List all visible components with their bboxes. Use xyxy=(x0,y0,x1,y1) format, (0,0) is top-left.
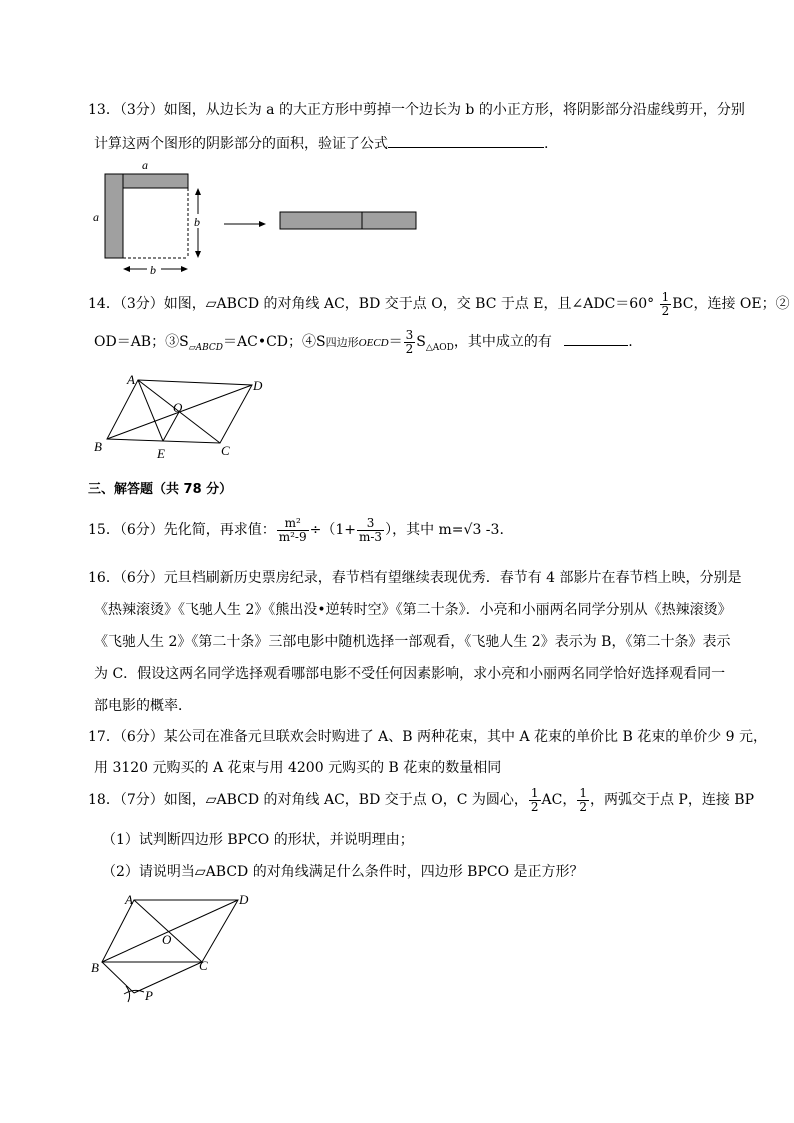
q14-l2-g: ，其中成立的有 xyxy=(453,334,552,350)
q14-fraction-half xyxy=(660,291,672,318)
q18-label-d: D xyxy=(239,892,249,907)
q14-l2-f: S xyxy=(416,334,426,350)
q13-label-a-top: a xyxy=(142,158,148,172)
q15-fraction-1 xyxy=(277,517,309,544)
q13-line-1: 13．（3分）如图，从边长为 a 的大正方形中剪掉一个边长为 b 的小正方形，将阴影部分沿虚线剪开，分别 xyxy=(88,102,745,118)
q16-line-1: 16．（6分）元旦档刷新历史票房纪录，春节档有望继续表现优秀．春节有 4 部影片在春节档上映，分别是 xyxy=(88,570,742,586)
q14-frac2-num: 3 xyxy=(405,327,414,342)
q18-diagonal-bd xyxy=(102,900,238,962)
q13-label-b-bottom: b xyxy=(150,263,156,277)
q14-label-o: O xyxy=(173,400,183,415)
q18-f2-num: 1 xyxy=(579,785,587,800)
q18-label-a: A xyxy=(125,892,133,907)
q14-frac2-den: 2 xyxy=(405,341,414,356)
q13-figure xyxy=(86,155,426,280)
q15-line xyxy=(88,510,504,550)
q18-sub-1: （1）试判断四边形 BPCO 的形状，并说明理由； xyxy=(102,832,414,848)
q13-left-strip xyxy=(105,174,123,258)
q18-fraction-2 xyxy=(577,787,589,814)
q18-line-bp xyxy=(102,962,134,993)
q13-label-b-right: b xyxy=(194,215,200,229)
q18-diagonal-ac xyxy=(134,900,202,962)
q15-f2-num: 3 xyxy=(357,517,384,531)
q18-f1-num: 1 xyxy=(530,785,539,800)
q18-text-3: ，两弧交于点 P，连接 BP xyxy=(589,792,754,808)
q18-line-1 xyxy=(88,785,754,815)
q18-fraction-1 xyxy=(529,787,541,814)
q18-arc-2 xyxy=(124,990,144,994)
q14-period: . xyxy=(628,334,633,350)
q15-f1-num: m² xyxy=(277,517,309,531)
q14-figure xyxy=(90,368,270,460)
q14-text-2: BC，连接 OE；② xyxy=(672,296,790,312)
q14-l2-sub: ▱ABCD xyxy=(188,342,224,353)
q14-l2-d: OECD xyxy=(358,337,389,349)
q16-line-4: 为 C．假设这两名同学选择观看哪部电影不受任何因素影响，求小亮和小丽两名同学恰好选择观看同一 xyxy=(94,666,726,682)
q13-period: . xyxy=(544,136,549,152)
q14-l2-b: ＝AC•CD；④S xyxy=(223,334,326,350)
q14-label-d: D xyxy=(253,378,263,393)
q16-line-2: 《热辣滚烫》《飞驰人生 2》《熊出没•逆转时空》《第二十条》．小亮和小丽两名同学分别从《热辣滚烫》 xyxy=(94,602,732,618)
q14-text-1: 14．（3分）如图，▱ABCD 的对角线 AC，BD 交于点 O，交 BC 于点 E，且∠ADC＝60° xyxy=(88,296,655,312)
q18-label-o: O xyxy=(162,932,172,947)
q18-text-2: AC， xyxy=(541,792,577,808)
q15-f2-den: m-3 xyxy=(359,529,383,544)
q18-f2-den: 2 xyxy=(579,799,587,814)
q17-line-2: 用 3120 元购买的 A 花束与用 4200 元购买的 B 花束的数量相同 xyxy=(94,760,502,776)
q15-text: 15．（6分）先化简，再求值： xyxy=(88,522,276,538)
q14-frac-den: 2 xyxy=(661,303,670,318)
q18-sub-2: （2）请说明当▱ABCD 的对角线满足什么条件时，四边形 BPCO 是正方形？ xyxy=(102,864,584,880)
q14-fraction-three-halves xyxy=(404,329,416,356)
q16-line-3: 《飞驰人生 2》《第二十条》三部电影中随机选择一部观看，《飞驰人生 2》表示为 B，《第二十条》表示 xyxy=(94,634,731,650)
q14-label-b: B xyxy=(94,439,102,454)
q18-label-c: C xyxy=(199,958,208,973)
q15-div: ÷（1+ xyxy=(309,522,356,538)
q14-label-a: A xyxy=(127,372,135,387)
q14-line-eo xyxy=(163,412,179,441)
q18-figure xyxy=(88,888,268,1008)
q18-f1-den: 2 xyxy=(530,799,539,814)
q13-transform-arrowhead xyxy=(259,221,266,227)
q18-text-1: 18．（7分）如图，▱ABCD 的对角线 AC，BD 交于点 O，C 为圆心， xyxy=(88,792,528,808)
q17-line-1: 17．（6分）某公司在准备元旦联欢会时购进了 A、B 两种花束，其中 A 花束的单价比 B 花束的单价少 9 元， xyxy=(88,729,768,745)
q13-rearranged-rect xyxy=(280,212,416,229)
q14-l2-a: OD＝AB；③S xyxy=(94,334,189,350)
q13-arrowhead-left xyxy=(123,266,130,272)
q14-label-c: C xyxy=(221,443,230,458)
q13-answer-blank xyxy=(388,133,544,148)
q15-fraction-2 xyxy=(357,517,384,544)
q13-arrowhead-up xyxy=(195,188,201,195)
section-heading: 三、解答题（共 78 分） xyxy=(88,482,233,497)
q14-l2-e: ＝ xyxy=(388,334,403,350)
q14-line-1 xyxy=(88,290,790,318)
q15-post: ），其中 m=√3 -3. xyxy=(385,522,504,538)
q13-line-2 xyxy=(94,133,548,154)
q13-arrowhead-right xyxy=(181,266,188,272)
q14-l2-sub2: △AOD xyxy=(425,342,454,353)
q16-line-5: 部电影的概率． xyxy=(94,698,192,714)
q14-label-e: E xyxy=(157,446,165,460)
q14-frac-num: 1 xyxy=(661,289,670,304)
q14-line-2 xyxy=(94,328,633,362)
q15-f1-den: m²-9 xyxy=(278,529,307,544)
q18-label-b: B xyxy=(91,960,99,975)
q13-line-2-text: 计算这两个图形的阴影部分的面积，验证了公式 xyxy=(94,136,388,152)
q14-l2-c: 四边形 xyxy=(325,336,359,349)
q18-label-p: P xyxy=(145,988,153,1003)
q14-answer-blank xyxy=(564,331,628,346)
q13-label-a-left: a xyxy=(93,210,99,224)
q13-arrowhead-down xyxy=(195,251,201,258)
